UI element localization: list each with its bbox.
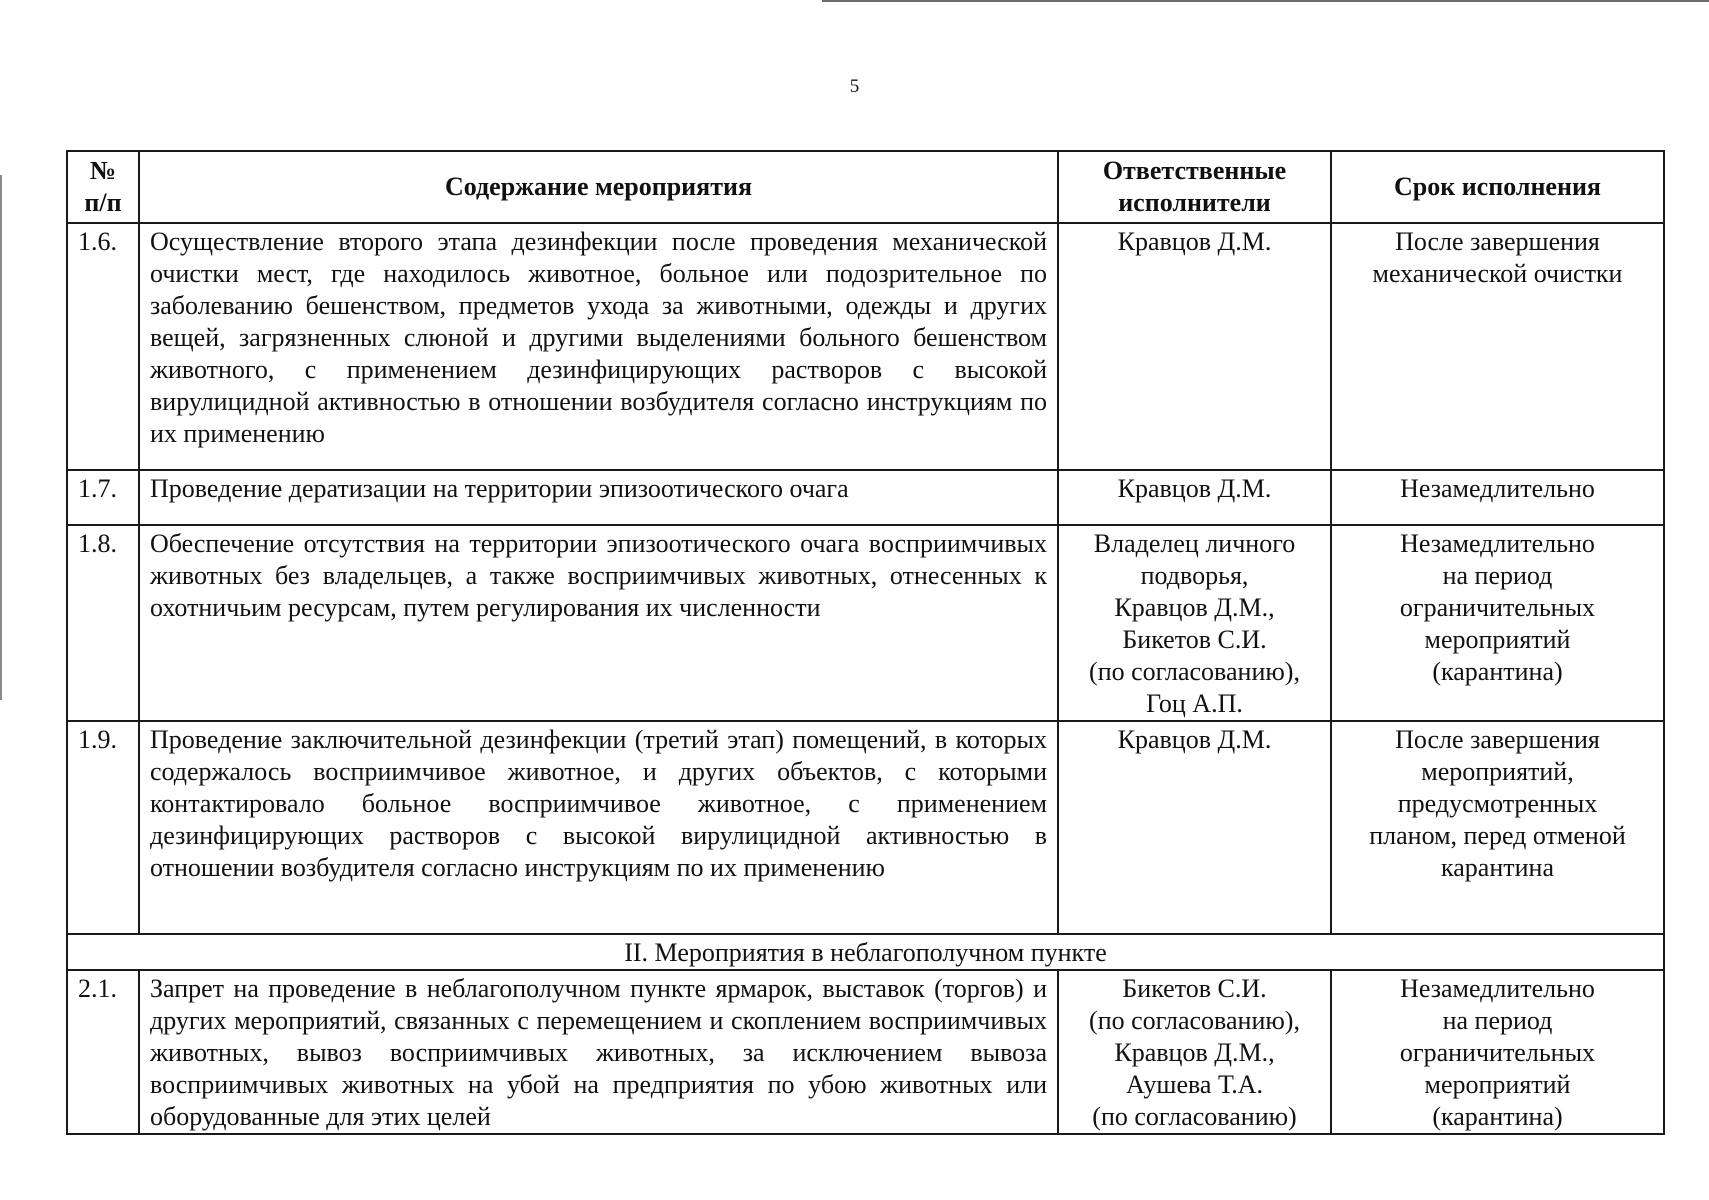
header-content: Содержание мероприятия bbox=[139, 151, 1058, 223]
section-row bbox=[67, 934, 1664, 970]
row-content: Осуществление второго этапа дезинфекции после проведения механической очистки мест, где находилось животное, больное или подозрительное по заболеванию бешенством, предметов ухода за животными, одежды и других вещей, загрязненных слюной и другими выделениями больного бешенством животного, с применением дезинфицирующих растворов с высокой вирулицидной активностью в отношении возбудителя согласно инструкциям по их применению bbox=[139, 223, 1058, 470]
table-row bbox=[67, 970, 1664, 1134]
row-term: После завершения механической очистки bbox=[1331, 223, 1664, 470]
row-term: После завершения мероприятий, предусмотренных планом, перед отменой карантина bbox=[1331, 721, 1664, 934]
row-responsible: Кравцов Д.М. bbox=[1058, 721, 1331, 934]
row-responsible: Владелец личного подворья, Кравцов Д.М., Бикетов С.И. (по согласованию), Гоц А.П. bbox=[1058, 525, 1331, 721]
table-row bbox=[67, 721, 1664, 934]
row-content: Проведение заключительной дезинфекции (третий этап) помещений, в которых содержалось восприимчивое животное, и других объектов, с которыми контактировало больное восприимчивое животное, с применением дезинфицирующих растворов с высокой вирулицидной активностью в отношении возбудителя согласно инструкциям по их применению bbox=[139, 721, 1058, 934]
row-number: 1.6. bbox=[67, 223, 139, 470]
row-content: Проведение дератизации на территории эпизоотического очага bbox=[139, 470, 1058, 525]
row-responsible: Кравцов Д.М. bbox=[1058, 223, 1331, 470]
row-responsible: Кравцов Д.М. bbox=[1058, 470, 1331, 525]
row-responsible: Бикетов С.И. (по согласованию), Кравцов Д.М., Аушева Т.А. (по согласованию) bbox=[1058, 970, 1331, 1134]
scan-edge-mark bbox=[0, 175, 2, 700]
table-row bbox=[67, 223, 1664, 470]
header-term: Срок исполнения bbox=[1331, 151, 1664, 223]
row-term: Незамедлительно bbox=[1331, 470, 1664, 525]
page-number: 5 bbox=[849, 76, 860, 97]
row-number: 1.9. bbox=[67, 721, 139, 934]
header-number: № п/п bbox=[67, 151, 139, 223]
header-responsible: Ответственные исполнители bbox=[1058, 151, 1331, 223]
row-number: 1.7. bbox=[67, 470, 139, 525]
row-number: 1.8. bbox=[67, 525, 139, 721]
table-row bbox=[67, 525, 1664, 721]
row-content: Обеспечение отсутствия на территории эпизоотического очага восприимчивых животных без владельцев, а также восприимчивых животных, отнесенных к охотничьим ресурсам, путем регулирования их численности bbox=[139, 525, 1058, 721]
table-header-row bbox=[67, 151, 1664, 223]
row-content: Запрет на проведение в неблагополучном пункте ярмарок, выставок (торгов) и других мероприятий, связанных с перемещением и скоплением восприимчивых животных, вывоз восприимчивых животных, за исключением вывоза восприимчивых животных на убой на предприятия по убою животных или оборудованные для этих целей bbox=[139, 970, 1058, 1134]
row-number: 2.1. bbox=[67, 970, 139, 1134]
row-term: Незамедлительно на период ограничительных мероприятий (карантина) bbox=[1331, 525, 1664, 721]
measures-table bbox=[66, 150, 1665, 1135]
table-row bbox=[67, 470, 1664, 525]
section-title: II. Мероприятия в неблагополучном пункте bbox=[67, 934, 1664, 970]
row-term: Незамедлительно на период ограничительных мероприятий (карантина) bbox=[1331, 970, 1664, 1134]
top-edge-rule bbox=[822, 0, 1709, 2]
